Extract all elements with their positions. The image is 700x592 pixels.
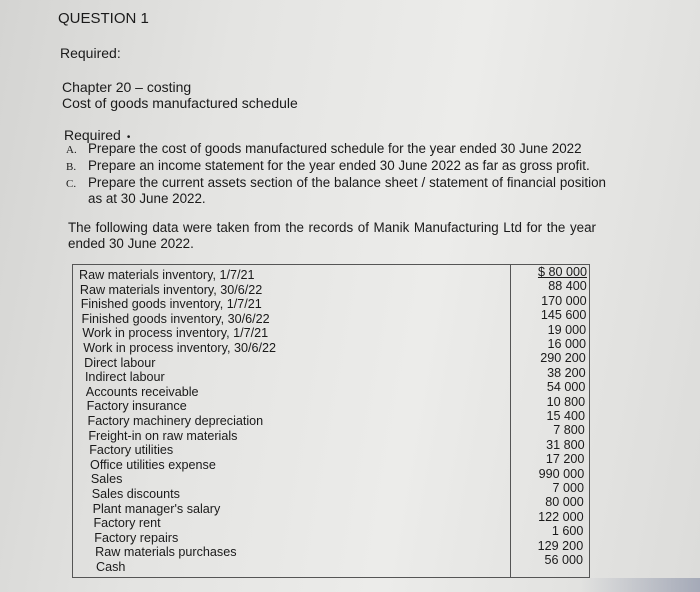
page-shadow (580, 578, 700, 592)
table-row-label: Factory repairs (94, 530, 179, 545)
table-row-label: Cash (96, 560, 126, 574)
table-row-label: Indirect labour (84, 370, 165, 385)
table-row-amount: 56 000 (544, 553, 583, 567)
data-table (72, 264, 590, 578)
table-row-amount: 170 000 (541, 293, 587, 308)
table-row-label: Plant manager's salary (92, 501, 221, 516)
table-row-amount: 290 200 (540, 351, 586, 366)
table-row-label: Work in process inventory, 30/6/22 (83, 341, 276, 355)
table-row-amount: 17 200 (545, 452, 585, 467)
task-letter: A. (66, 144, 77, 156)
table-row-label: Factory machinery depreciation (87, 414, 264, 428)
column-divider (510, 265, 511, 577)
table-row-label: Finished goods inventory, 1/7/21 (80, 297, 262, 312)
table-row-label: Raw materials inventory, 30/6/22 (79, 282, 263, 297)
task-text: Prepare an income statement for the year ended 30 June 2022 as far as gross profit. (88, 158, 590, 173)
table-row-amount: 10 800 (546, 394, 586, 409)
task-item (66, 158, 606, 175)
table-row-label: Factory rent (93, 516, 161, 531)
task-item (66, 141, 606, 158)
table-row-amount: 7 800 (553, 423, 585, 438)
task-list (66, 141, 606, 207)
table-row-label: Finished goods inventory, 30/6/22 (81, 311, 270, 326)
chapter-subtitle: Cost of goods manufactured schedule (62, 95, 298, 111)
table-row-label: Raw materials inventory, 1/7/21 (79, 268, 255, 282)
table-row-label: Direct labour (84, 355, 156, 370)
table-row-label: Factory insurance (86, 399, 187, 414)
table-row-amount: 19 000 (547, 322, 587, 337)
question-title: QUESTION 1 (58, 10, 149, 27)
table-row-amount: 122 000 (538, 509, 584, 524)
task-text: Prepare the cost of goods manufactured schedule for the year ended 30 June 2022 (88, 141, 582, 156)
task-letter: C. (66, 178, 77, 190)
table-row-label: Raw materials purchases (95, 545, 237, 560)
table-row-label: Office utilities expense (90, 457, 216, 472)
table-row-label: Work in process inventory, 1/7/21 (82, 326, 269, 341)
table-row-label: Freight-in on raw materials (88, 428, 238, 443)
table-row-amount: 1 600 (551, 524, 584, 539)
table-row-amount: 129 200 (537, 538, 584, 553)
table-row-amount: 80 000 (545, 495, 584, 510)
table-row-label: Factory utilities (89, 443, 174, 458)
chapter-heading (62, 79, 298, 111)
table-row-amount: 88 400 (548, 279, 587, 294)
table-row-amount: 16 000 (547, 337, 586, 351)
table-row-amount: 54 000 (546, 380, 586, 395)
table-row-label: Sales discounts (91, 487, 180, 501)
table-row-label: Accounts receivable (85, 384, 199, 399)
table-row-amount: 38 200 (547, 365, 586, 380)
table-row-amount: $ 80 000 (537, 265, 587, 279)
intro-paragraph: The following data were taken from the records of Manik Manufacturing Ltd for the year ended 30 June 2022. (68, 220, 596, 251)
table-row-amount: 145 600 (540, 308, 587, 323)
table-row-amount: 7 000 (552, 481, 584, 495)
task-text: Prepare the current assets section of the balance sheet / statement of financial position as at 30 June 2022. (88, 175, 606, 206)
bullet-icon: • (126, 132, 131, 143)
task-letter: B. (66, 161, 77, 173)
table-row-label: Sales (90, 472, 123, 487)
required-heading: Required: (60, 45, 121, 61)
required-label-text: Required (64, 127, 121, 143)
table-row-amount: 990 000 (538, 466, 585, 481)
chapter-line: Chapter 20 – costing (62, 79, 192, 95)
table-row-amount: 31 800 (546, 437, 585, 452)
task-item (66, 175, 606, 207)
table-row-amount: 15 400 (546, 409, 585, 423)
